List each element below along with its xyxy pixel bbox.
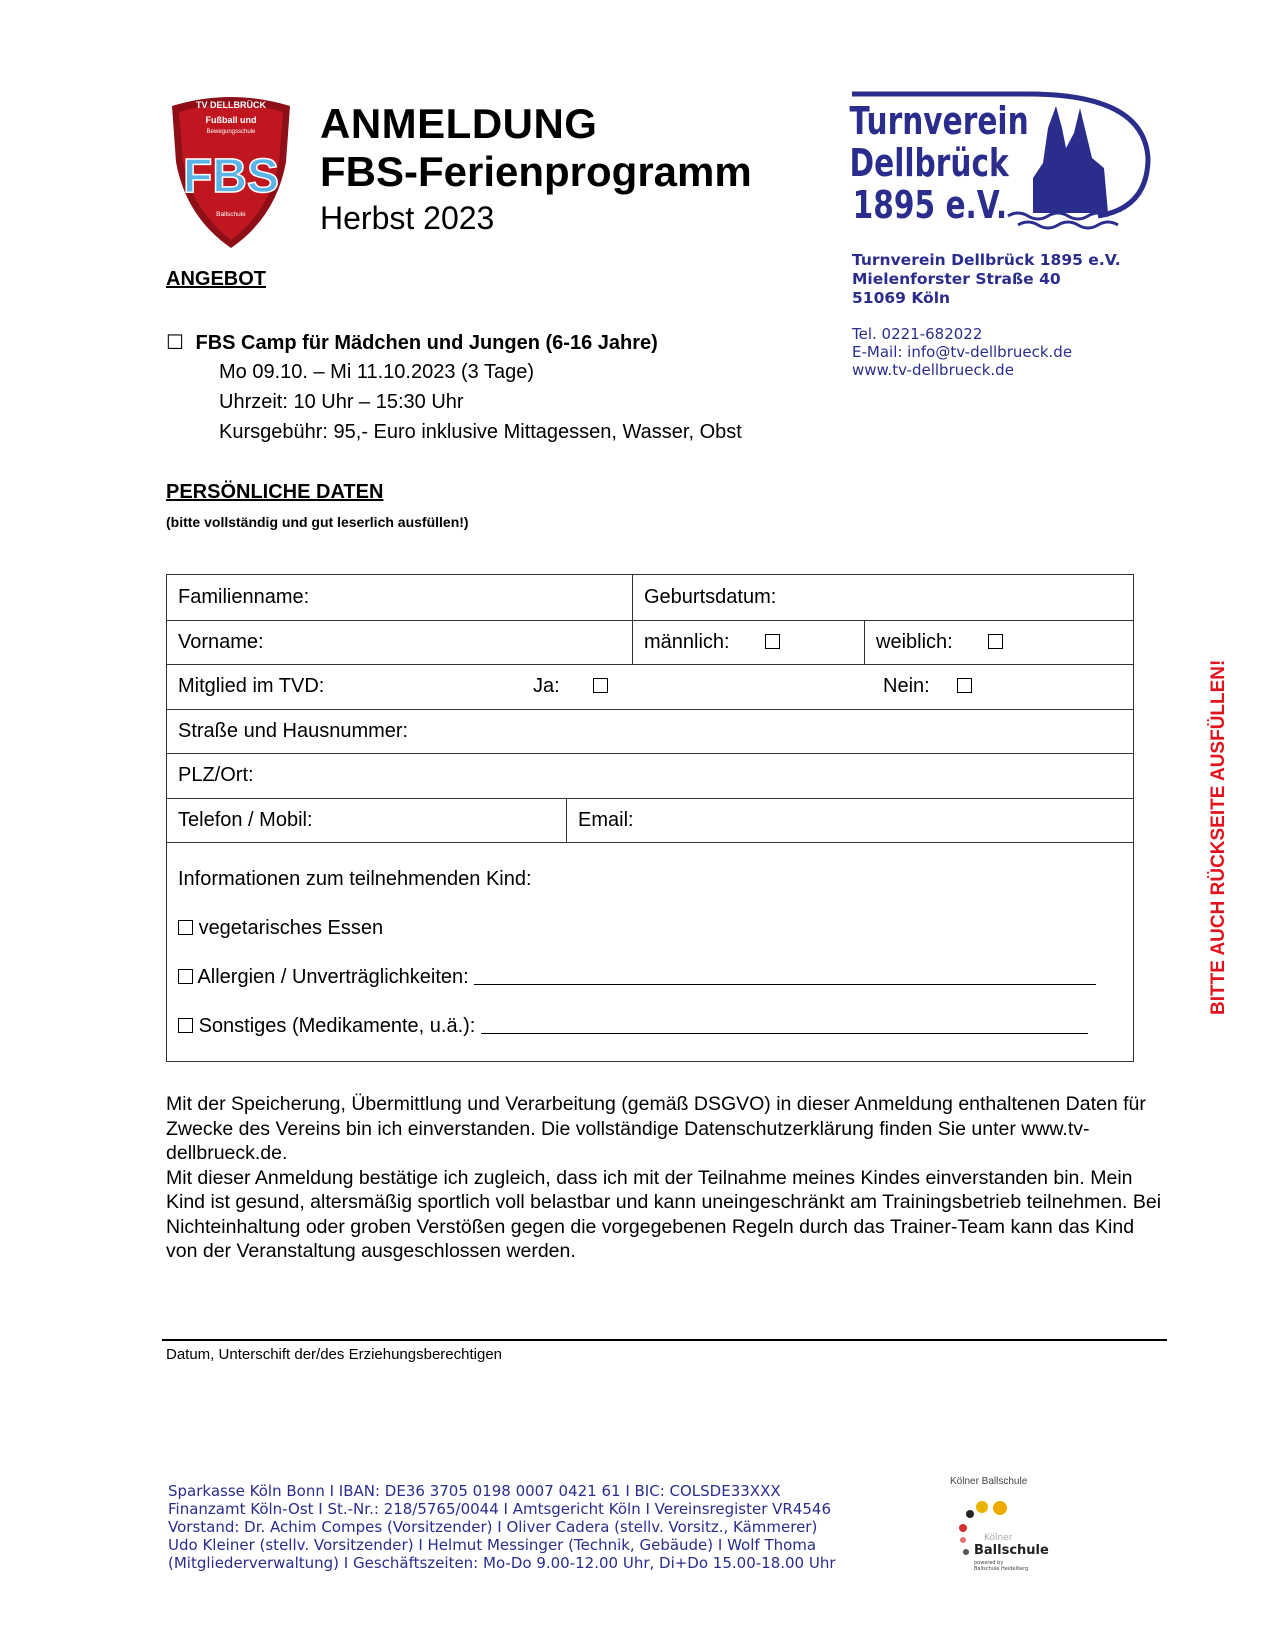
field-geburtsdatum[interactable] — [632, 575, 1133, 620]
label-plz-ort: PLZ/Ort: — [178, 764, 254, 786]
fbs-logo-letters: FBS — [183, 150, 279, 203]
kb-logo-line3: powered by — [974, 1560, 1004, 1566]
label-allergien: Allergien / Unverträglichkeiten: — [197, 966, 469, 988]
allergien-input-line[interactable] — [474, 966, 1096, 985]
signature-label: Datum, Unterschift der/des Erziehungsberechtigen — [166, 1346, 503, 1363]
checkbox-vegetarisch[interactable] — [178, 920, 193, 935]
offer-dates: Mo 09.10. – Mi 11.10.2023 (3 Tage) — [219, 361, 535, 383]
personal-heading: PERSÖNLICHE DATEN — [166, 481, 384, 503]
fbs-logo-footer: Ballschule — [216, 211, 246, 218]
row-mitglied — [167, 664, 1133, 710]
field-email[interactable] — [566, 798, 1133, 843]
field-ja — [522, 664, 642, 709]
club-website[interactable]: www.tv-dellbrueck.de — [852, 361, 1014, 379]
fbs-logo-line1: Fußball und — [205, 115, 257, 125]
side-warning: BITTE AUCH RÜCKSEITE AUSFÜLLEN! — [1208, 659, 1229, 1015]
ballschule-caption: Kölner Ballschule — [950, 1476, 1028, 1487]
field-plz-ort[interactable] — [167, 753, 1133, 798]
label-familienname: Familienname: — [178, 586, 310, 608]
option-vegetarisch — [178, 917, 383, 940]
label-email: Email: — [578, 808, 634, 831]
row-strasse — [167, 709, 1133, 755]
offer-heading: ANGEBOT — [166, 268, 266, 290]
consent-participation: Mit dieser Anmeldung bestätige ich zugleich, dass ich mit der Teilnahme meines Kindes einverstanden bin. Mein Kind ist gesund, altersmäßig sportlich voll belastbar und kann uneingeschränkt am Trainingsbetrieb teilnehmen. Bei Nichteinhaltung oder groben Verstößen gegen die vorgegebenen Regeln durch das Trainer-Team kann das Kind von der Veranstaltung ausgeschlossen werden. — [166, 1166, 1162, 1262]
offer-time: Uhrzeit: 10 Uhr – 15:30 Uhr — [219, 391, 464, 413]
footer-tax: Finanzamt Köln-Ost I St.-Nr.: 218/5765/0044 I Amtsgericht Köln I Vereinsregister VR4546 — [168, 1500, 832, 1518]
sonstiges-input-line[interactable] — [481, 1015, 1088, 1034]
registration-form — [166, 574, 1134, 1062]
personal-hint: (bitte vollständig und gut leserlich ausfüllen!) — [166, 514, 469, 530]
kb-logo-line4: Ballschule Heidelberg — [974, 1566, 1029, 1572]
label-telefon: Telefon / Mobil: — [178, 808, 313, 831]
consent-text — [166, 1092, 1166, 1264]
club-email[interactable]: E-Mail: info@tv-dellbrueck.de — [852, 343, 1073, 361]
checkbox-sonstiges[interactable] — [178, 1018, 193, 1033]
field-strasse[interactable] — [167, 709, 1133, 754]
footer-board2: Udo Kleiner (stellv. Vorsitzender) I Helmut Messinger (Technik, Gebäude) I Wolf Thoma — [168, 1536, 817, 1554]
field-weiblich — [864, 620, 1133, 665]
title-program: FBS-Ferienprogramm — [320, 148, 752, 195]
row-vorname-gender — [167, 620, 1133, 666]
checkbox-weiblich[interactable] — [988, 634, 1003, 649]
label-geburtsdatum: Geburtsdatum: — [644, 586, 777, 608]
label-strasse: Straße und Hausnummer: — [178, 719, 409, 742]
label-nein: Nein: — [883, 675, 930, 697]
kb-logo-line1: Kölner — [984, 1533, 1013, 1543]
signature-line[interactable] — [162, 1339, 1167, 1341]
label-maennlich: männlich: — [644, 630, 730, 653]
title-season: Herbst 2023 — [320, 200, 495, 236]
footer-bank: Sparkasse Köln Bonn I IBAN: DE36 3705 0198 0007 0421 61 I BIC: COLSDE33XXX — [168, 1482, 781, 1500]
tv-logo-line3: 1895 e.V. — [852, 183, 1008, 229]
row-telefon-email — [167, 798, 1133, 844]
field-maennlich — [632, 620, 864, 665]
title-anmeldung: ANMELDUNG — [320, 100, 598, 147]
label-sonstiges: Sonstiges (Medikamente, u.ä.): — [198, 1015, 476, 1037]
field-familienname[interactable] — [167, 575, 632, 620]
club-phone: Tel. 0221-682022 — [852, 325, 983, 343]
tv-dellbrueck-logo — [848, 88, 1158, 238]
offer-title: FBS Camp für Mädchen und Jungen (6-16 Jahre) — [195, 332, 658, 354]
club-name: Turnverein Dellbrück 1895 e.V. — [852, 251, 1121, 269]
fbs-logo-line2: Bewegungsschule — [206, 129, 256, 135]
label-weiblich: weiblich: — [876, 630, 953, 653]
field-telefon[interactable] — [167, 798, 566, 843]
option-allergien — [178, 966, 1096, 989]
checkbox-ja[interactable] — [593, 678, 608, 693]
kb-logo-line2: Ballschule — [974, 1543, 1049, 1558]
row-plz — [167, 753, 1133, 799]
row-name-birth — [167, 575, 1133, 621]
field-vorname[interactable] — [167, 620, 632, 665]
field-nein — [872, 664, 1012, 709]
offer-checkbox[interactable]: ☐ — [166, 332, 184, 354]
club-city: 51069 Köln — [852, 289, 951, 307]
consent-privacy: Mit der Speicherung, Übermittlung und Verarbeitung (gemäß DSGVO) in dieser Anmeldung enthaltenen Daten für Zwecke des Vereins bin ich einverstanden. Die vollständige Datenschutzerklärung finden Sie unter www.tv-dellbrueck.de. — [166, 1093, 1146, 1164]
label-vorname: Vorname: — [178, 630, 264, 653]
label-vegetarisch: vegetarisches Essen — [198, 917, 384, 939]
checkbox-allergien[interactable] — [178, 969, 193, 984]
footer-hours: (Mitgliederverwaltung) I Geschäftszeiten: Mo-Do 9.00-12.00 Uhr, Di+Do 15.00-18.00 Uhr — [168, 1554, 836, 1572]
offer-option[interactable] — [166, 330, 658, 355]
checkbox-maennlich[interactable] — [765, 634, 780, 649]
fbs-logo — [166, 92, 296, 252]
footer-board1: Vorstand: Dr. Achim Compes (Vorsitzender) I Oliver Cadera (stellv. Vorsitz., Kämmerer) — [168, 1518, 818, 1536]
offer-fee: Kursgebühr: 95,- Euro inklusive Mittagessen, Wasser, Obst — [219, 421, 742, 443]
checkbox-nein[interactable] — [957, 678, 972, 693]
fbs-logo-club: TV DELLBRÜCK — [196, 100, 266, 110]
koelner-ballschule-logo — [956, 1490, 1076, 1600]
label-mitglied: Mitglied im TVD: — [178, 675, 325, 697]
club-street: Mielenforster Straße 40 — [852, 270, 1061, 288]
tv-logo-line2: Dellbrück — [849, 141, 1009, 187]
tv-logo-line1: Turnverein — [849, 99, 1029, 145]
label-ja: Ja: — [533, 675, 560, 697]
info-heading: Informationen zum teilnehmenden Kind: — [178, 868, 532, 890]
option-sonstiges — [178, 1015, 1088, 1038]
